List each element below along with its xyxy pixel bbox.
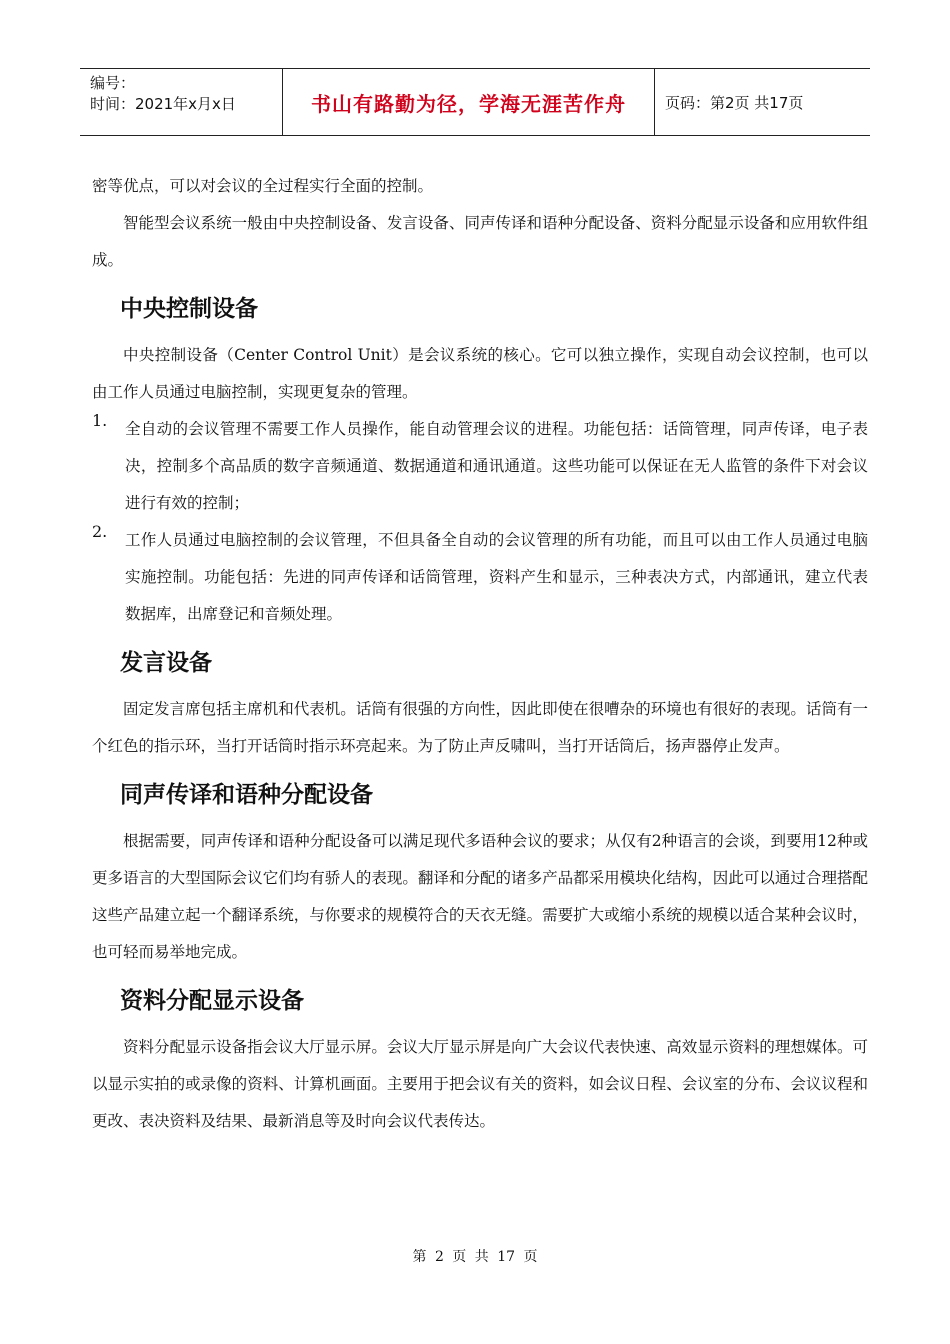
header-motto: 书山有路勤为径，学海无涯苦作舟	[283, 69, 655, 135]
document-header	[80, 68, 870, 136]
date-label: 时间：2021年x月x日	[90, 95, 236, 113]
intro-paragraph: 智能型会议系统一般由中央控制设备、发言设备、同声传译和语种分配设备、资料分配显示设备和应用软件组成。	[92, 214, 868, 269]
interpretation-paragraph: 根据需要，同声传译和语种分配设备可以满足现代多语种会议的要求；从仅有2种语言的会谈，到要用12种或更多语言的大型国际会议它们均有骄人的表现。翻译和分配的诸多产品都采用模块化结构，因此可以通过合理搭配这些产品建立起一个翻译系统，与你要求的规模符合的天衣无缝。需要扩大或缩小系统的规模以适合某种会议时，也可轻而易举地完成。	[92, 832, 868, 961]
section-heading-speaking-equipment: 发言设备	[120, 650, 212, 676]
list-item-text: 工作人员通过电脑控制的会议管理，不但具备全自动的会议管理的所有功能，而且可以由工作人员通过电脑实施控制。功能包括：先进的同声传译和话筒管理，资料产生和显示，三种表决方式，内部通讯，建立代表数据库，出席登记和音频处理。	[125, 531, 868, 623]
section-heading-central-control: 中央控制设备	[120, 296, 258, 322]
speaking-equipment-paragraph: 固定发言席包括主席机和代表机。话筒有很强的方向性，因此即使在很嘈杂的环境也有很好的表现。话筒有一个红色的指示环，当打开话筒时指示环亮起来。为了防止声反啸叫，当打开话筒后，扬声器停止发声。	[92, 700, 868, 755]
list-item-text: 全自动的会议管理不需要工作人员操作，能自动管理会议的进程。功能包括：话筒管理，同声传译，电子表决，控制多个高品质的数字音频通道、数据通道和通讯通道。这些功能可以保证在无人监管的条件下对会议进行有效的控制；	[125, 420, 868, 512]
section-heading-display: 资料分配显示设备	[120, 988, 304, 1014]
header-meta-cell	[80, 69, 283, 135]
section-heading-interpretation: 同声传译和语种分配设备	[120, 782, 373, 808]
list-number: 1.	[92, 411, 108, 430]
intro-continuation: 密等优点，可以对会议的全过程实行全面的控制。	[92, 177, 434, 195]
list-item	[92, 522, 868, 633]
document-body	[92, 168, 868, 1140]
header-page-info: 页码：第2页 共17页	[665, 93, 804, 112]
page-footer: 第 2 页 共 17 页	[412, 1249, 538, 1265]
list-item	[92, 411, 868, 522]
list-number: 2.	[92, 522, 108, 541]
display-paragraph: 资料分配显示设备指会议大厅显示屏。会议大厅显示屏是向广大会议代表快速、高效显示资料的理想媒体。可以显示实拍的或录像的资料、计算机画面。主要用于把会议有关的资料，如会议日程、会议室的分布、会议议程和更改、表决资料及结果、最新消息等及时向会议代表传达。	[92, 1038, 868, 1130]
central-control-paragraph: 中央控制设备（Center Control Unit）是会议系统的核心。它可以独立操作，实现自动会议控制，也可以由工作人员通过电脑控制，实现更复杂的管理。	[92, 346, 868, 401]
serial-number-label: 编号：	[90, 74, 136, 92]
